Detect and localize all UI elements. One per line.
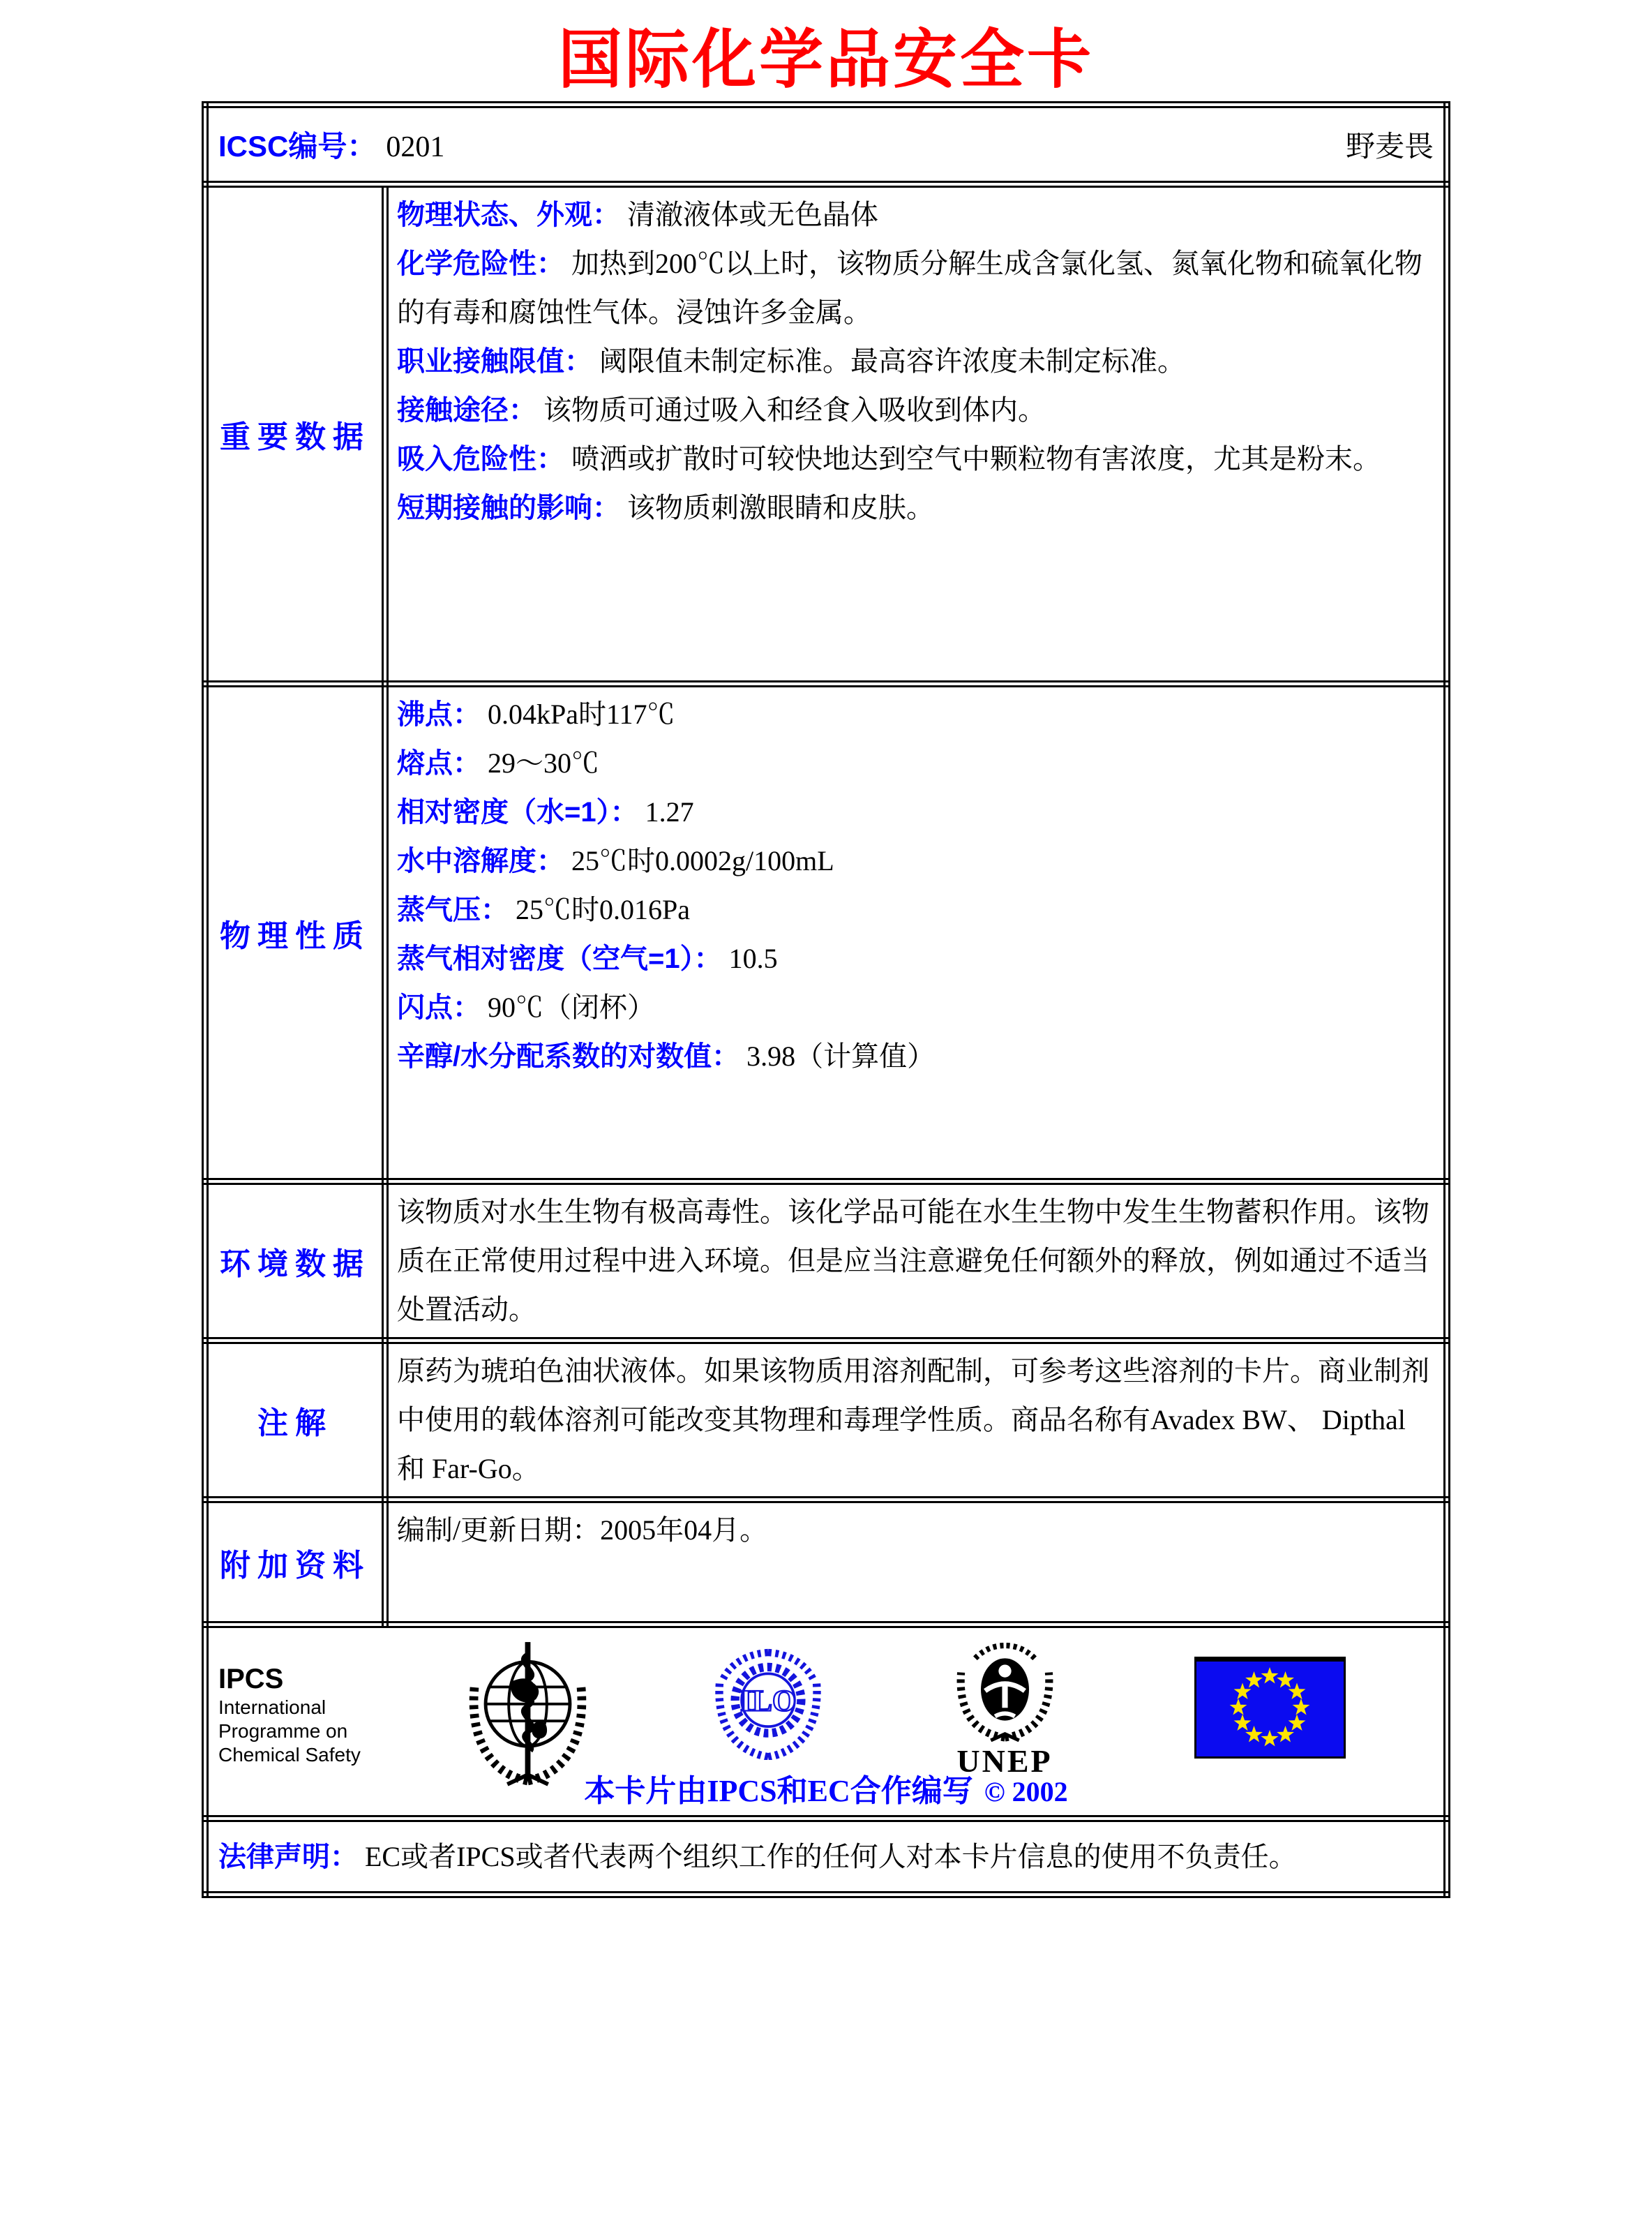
page-title: 国际化学品安全卡: [557, 24, 1094, 96]
field-line: [397, 191, 1434, 239]
field-value: 阈限值未制定标准。最高容许浓度未制定标准。: [599, 345, 1185, 377]
ipcs-line1: International: [218, 1696, 326, 1718]
field-label: 沸点：: [397, 699, 481, 730]
field-value: 原药为琥珀色油状液体。如果该物质用溶剂配制，可参考这些溶剂的卡片。商业制剂中使用的载体溶剂可能改变其物理和毒理学性质。商品名称有Avadex BW、 Dipthal 和 Far-Go。: [397, 1355, 1429, 1484]
who-logo-icon: [460, 1639, 596, 1786]
field-line: [397, 739, 1434, 788]
field-line: [397, 1506, 1434, 1555]
field-line: [397, 386, 1434, 435]
field-value: 清澈液体或无色晶体: [627, 199, 878, 230]
section-row-additional-information: [205, 1500, 1447, 1625]
cooperation-caption: [209, 1766, 1443, 1810]
legal-text: EC或者IPCS或者代表两个组织工作的任何人对本卡片信息的使用不负责任。: [365, 1840, 1297, 1872]
legal-label: 法律声明：: [218, 1841, 358, 1872]
icsc-table: [202, 101, 1450, 1898]
field-label: 短期接触的影响：: [397, 493, 620, 523]
logos-cell: [205, 1625, 1447, 1819]
ilo-logo-icon: [705, 1647, 831, 1760]
field-label: 蒸气压：: [397, 895, 509, 925]
field-label: 蒸气相对密度（空气=1）：: [397, 943, 722, 974]
icsc-number-label: ICSC编号：: [218, 130, 377, 163]
section-content-environmental-data: [385, 1181, 1447, 1341]
field-label: 职业接触限值：: [397, 346, 592, 377]
field-line: [397, 484, 1434, 532]
section-label-additional-information: 附加资料: [205, 1500, 385, 1625]
section-label-important-data: 重要数据: [205, 184, 385, 684]
field-label: 辛醇/水分配系数的对数值：: [397, 1041, 740, 1072]
caption-text: 本卡片由IPCS和EC合作编写: [584, 1774, 973, 1808]
section-row-environmental-data: [205, 1181, 1447, 1341]
section-label-physical-properties: 物理性质: [205, 684, 385, 1181]
section-content-physical-properties: [385, 684, 1447, 1181]
legal-cell: [205, 1819, 1447, 1895]
chemical-name: 野麦畏: [1345, 131, 1434, 163]
field-value: 3.98（计算值）: [746, 1040, 936, 1072]
section-label-notes: 注解: [205, 1341, 385, 1500]
field-line: [397, 886, 1434, 934]
section-row-physical-properties: [205, 684, 1447, 1181]
section-content-additional-information: [385, 1500, 1447, 1625]
field-label: 接触途径：: [397, 395, 536, 426]
ipcs-acronym: IPCS: [218, 1664, 284, 1694]
section-label-environmental-data: 环境数据: [205, 1181, 385, 1341]
field-line: [397, 435, 1434, 484]
field-value: 编制/更新日期：2005年04月。: [397, 1514, 768, 1546]
ilo-letters: ILO: [740, 1684, 796, 1718]
field-line: [397, 837, 1434, 886]
ipcs-line3: Chemical Safety: [218, 1744, 361, 1766]
section-content-important-data: [385, 184, 1447, 684]
ipcs-text-block: [218, 1662, 361, 1767]
field-value: 29～30℃: [488, 747, 599, 779]
field-line: [397, 983, 1434, 1032]
field-label: 水中溶解度：: [397, 846, 564, 876]
field-label: 闪点：: [397, 992, 481, 1023]
field-value: 25℃时0.016Pa: [516, 894, 690, 925]
field-line: [397, 1347, 1434, 1493]
icsc-number-group: [218, 124, 444, 165]
field-line: [397, 788, 1434, 837]
field-line: [397, 337, 1434, 386]
unep-logo-icon: [947, 1643, 1062, 1742]
field-label: 吸入危险性：: [397, 444, 564, 475]
field-value: 加热到200℃以上时，该物质分解生成含氯化氢、氮氧化物和硫氧化物的有毒和腐蚀性气体。浸蚀许多金属。: [397, 248, 1422, 328]
section-row-important-data: [205, 184, 1447, 684]
field-value: 1.27: [645, 796, 694, 828]
legal-row: [205, 1819, 1447, 1895]
field-line: [397, 1188, 1434, 1334]
unep-wordmark: UNEP: [956, 1743, 1053, 1779]
icsc-number-value: 0201: [386, 131, 445, 163]
field-value: 该物质对水生生物有极高毒性。该化学品可能在水生生物中发生生物蓄积作用。该物质在正常使用过程中进入环境。但是应当注意避免任何额外的释放，例如通过不适当处置活动。: [397, 1196, 1429, 1325]
field-label: 物理状态、外观：: [397, 200, 620, 230]
field-label: 熔点：: [397, 748, 481, 779]
field-value: 0.04kPa时117℃: [488, 699, 675, 730]
field-label: 化学危险性：: [397, 248, 564, 279]
copyright-text: © 2002: [984, 1776, 1068, 1807]
header-cell: [205, 105, 1447, 184]
logos-row: [205, 1625, 1447, 1819]
unep-logo-block: [938, 1643, 1071, 1777]
section-row-notes: [205, 1341, 1447, 1500]
field-value: 90℃（闭杯）: [488, 992, 655, 1023]
section-content-notes: [385, 1341, 1447, 1500]
field-value: 25℃时0.0002g/100mL: [571, 845, 834, 876]
field-line: [397, 690, 1434, 739]
field-value: 喷洒或扩散时可较快地达到空气中颗粒物有害浓度，尤其是粉末。: [571, 443, 1381, 475]
eu-flag-icon: [1194, 1657, 1346, 1759]
field-line: [397, 239, 1434, 337]
field-value: 10.5: [728, 943, 778, 974]
field-value: 该物质可通过吸入和经食入吸收到体内。: [543, 394, 1046, 426]
field-value: 该物质刺激眼睛和皮肤。: [627, 492, 934, 523]
header-row: [205, 105, 1447, 184]
field-line: [397, 1032, 1434, 1081]
field-line: [397, 934, 1434, 983]
ipcs-line2: Programme on: [218, 1720, 348, 1742]
field-label: 相对密度（水=1）：: [397, 797, 638, 828]
